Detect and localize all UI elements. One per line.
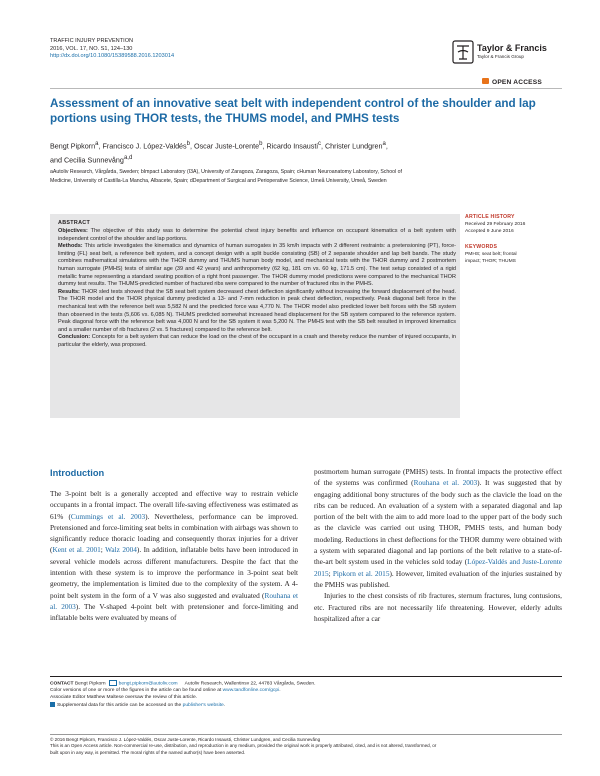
keywords-line: impact; THOR; THUMS [465, 259, 516, 265]
doi-link[interactable]: http://dx.doi.org/10.1080/15389588.2016.1203014 [50, 53, 175, 60]
abstract-results [58, 289, 456, 335]
abstract-box [50, 214, 460, 418]
author-affil-mark: a [95, 141, 99, 147]
body-text: postmortem human surrogate (PMHS) tests. In frontal impacts the protective effect of the systems was confirmed ( [314, 467, 562, 488]
abstract-label: Conclusion: [58, 334, 91, 341]
contact-email-link[interactable]: bengt.pipkorn@autoliv.com [118, 681, 178, 687]
journal-volume: 2016, VOL. 17, NO. S1, 124–130 [50, 45, 133, 52]
spacer [181, 681, 183, 685]
license-line: built upon in any way, is permitted. The moral rights of the named author(s) have been asserted. [50, 749, 246, 755]
author-list [50, 138, 520, 167]
contact-line [50, 680, 562, 687]
accepted-date: Accepted 9 June 2016 [465, 229, 514, 235]
keywords-heading: KEYWORDS [465, 243, 498, 250]
license-line: This is an Open Access article. Non-commercial re-use, distribution, and reproduction in any medium, provided the original work is properly attributed, cited, and is not altered, transformed, or [50, 743, 437, 749]
supplemental-icon [50, 702, 55, 707]
body-text: ; [100, 545, 106, 555]
author-name: and Cecilia Sunnevång [50, 155, 124, 165]
author-name: , Christer Lundgren [321, 141, 383, 151]
journal-header [50, 38, 174, 61]
body-text: ). It was suggested that by engaging additional bony structures of the body such as the clavicle the load on the ribs can be reduced. An evaluation of a system with a separated diagonal and lap portion of the belt with the aim to add more load to the upper part of the body such as the clavicle was carried out using THOR, PMHS tests, and human body modeling. Reductions in chest deflections for the THOR dummy were obtained with a system with separated diagonal and lap portions of the belt relative to a state-of-the-art belt system used in the vehicles sold today ( [314, 478, 562, 567]
open-access-label: OPEN ACCESS [492, 79, 542, 86]
open-lock-icon [482, 78, 489, 84]
citation-link[interactable]: López-Valdés and Juste-Lorente 2015 [314, 557, 562, 578]
affiliations [50, 168, 562, 185]
contact-label: CONTACT [50, 681, 74, 687]
keywords-line: PMHS; seat belt; frontal [465, 251, 517, 257]
copyright-line: © 2016 Bengt Pipkorn, Francisco J. López-Valdés, Oscar Juste-Lorente, Ricardo Insausti, Christer Lundgren, and Cecilia Sunnevång [50, 737, 321, 742]
abstract-text [58, 228, 456, 350]
journal-name: TRAFFIC INJURY PREVENTION [50, 38, 134, 44]
citation-link[interactable]: Rouhana et al. 2003 [413, 478, 478, 488]
body-text: ). However, limited evaluation of the injuries sustained by the PMHS was published. [314, 568, 562, 589]
contact-name: Bengt Pipkorn [74, 681, 106, 687]
citation-link[interactable]: Cummings et al. 2003 [70, 511, 146, 521]
publisher-name: Taylor & Francis [477, 43, 547, 53]
abstract-conclusion [58, 334, 456, 349]
received-date: Received 29 February 2016 [465, 222, 526, 228]
body-text: ; [328, 568, 333, 578]
color-note: Color versions of one or more of the figures in the article can be found online at www.tandfonline.com/gcpi. [50, 688, 281, 694]
body-text: The 3-point belt is a generally accepted and effective way to restrain vehicle occupants in a frontal impact. The overall life-saving effectiveness was estimated as 61% ( [50, 489, 298, 521]
article-history-heading: ARTICLE HISTORY [465, 214, 515, 220]
citation-link[interactable]: Pipkorn et al. 2015 [332, 568, 390, 578]
abstract-methods [58, 243, 456, 289]
abstract-paragraph: The objective of this study was to determine the potential chest injury benefits and influence on occupant kinematics of a belt system with independent control of the shoulder and lap portions. [58, 228, 456, 242]
abstract-label: Methods: [58, 243, 83, 250]
body-column-right [314, 466, 562, 624]
editor-note: Associate Editor Matthew Maltese oversaw the review of this article. [50, 695, 198, 701]
author-separator: , [385, 141, 388, 151]
publisher-group: Taylor & Francis Group [477, 54, 524, 59]
author-affil-mark: a,d [123, 155, 133, 162]
author-affil-mark: c [318, 141, 321, 147]
citation-link[interactable]: Walz 2004 [105, 545, 137, 555]
article-sidebar [465, 214, 565, 265]
footer-divider [50, 676, 562, 677]
abstract-paragraph: THOR sled tests showed that the SB seat belt system decreased chest deflection significantly without increasing the forward displacement of the head. The THOR model and the THOR physical dummy predicted a 13- and 7-mm reduction in peak chest deflection, respectively. Peak diagonal belt force in the mechanical test with the reference belt was 5,582 N and the predicted force was 4,770 N. The THOR model also predicted lower belt forces with the SB system than observed in the tests (5,606 vs. 6,085 N). THUMS predicted somewhat increased head displacement for the SB system compared to the reference system. Peak diagonal force with the reference belt was 4,000 N and for the SB system it was 5,200 N. The PMHS test with the SB belt resulted in improved kinematics and a smaller number of rib fractures (2 vs. 5 fractures) compared to the reference belt. [58, 288, 456, 333]
open-access-badge [482, 78, 542, 86]
color-figures-link[interactable]: www.tandfonline.com/gcpi [222, 688, 280, 694]
contact-address: Autoliv Research, Wallentinsv 22, 44783 Vårgårda, Sweden. [184, 681, 316, 687]
article-title: Assessment of an innovative seat belt with independent control of the shoulder and lap portions using THOR tests, the THUMS model, and PMHS tests [50, 97, 536, 125]
affiliation-line: aAutoliv Research, Vårgårda, Sweden; bImpact Laboratory (I3A), University of Zaragoza, Zaragoza, Spain; cHuman Neuroanatomy Laboratory, School of [50, 169, 402, 175]
copyright-divider [50, 734, 562, 735]
publisher-website-link[interactable]: publisher's website [182, 702, 224, 708]
supplemental-text: Supplemental data for this article can be accessed on the [57, 702, 183, 708]
abstract-objectives [58, 228, 456, 243]
taylor-francis-icon [452, 40, 474, 64]
author-name: , Ricardo Insausti [262, 141, 318, 151]
body-text: Injuries to the chest consists of rib fractures, sternum fractures, lung contusions, etc. Fractured ribs are not necessarily life threatening. However, elderly adults hospitalized after a car [314, 591, 562, 623]
article-footer [50, 680, 562, 709]
body-text: ). Nevertheless, performance can be improved. Pretensioned and force-limiting seat belts in combination with airbags was shown to significantly reduce thoracic loading and consequently thorax injuries for a driver ( [50, 511, 298, 555]
abstract-paragraph: This article investigates the kinematics and dynamics of human surrogates in 35 km/h impacts with 2 different restraints: a pretensioning (PT), force-limiting (FL) seat belt, a reference belt system, and a concept design with a split buckle consisting (SB) of 2 separate shoulder and lap belt bands. The study combines mathematical simulations with the THOR dummy and THUMS human body model, and mechanical tests with the THOR dummy and 2 postmortem human surrogate (PMHS) tests of similar age (39 and 42 years) and anthropometry (62 kg, 181 cm vs. 60 kg, 171.5 cm). The test setup consisted of a rigid metallic frame representing a standard seating position of a right front passenger. The THOR dummy model predictions were compared to the mechanical THOR dummy test results. The THUMS-predicted number of fractured ribs were compared to the number of fractured ribs in the PMHS. [58, 243, 456, 288]
supplemental-note: Supplemental data for this article can be accessed on the publisher's website. [50, 702, 562, 709]
author-affil-mark: b [186, 141, 190, 147]
abstract-paragraph: Concepts for a belt system that can reduce the load on the chest of the occupant in a crash and thereby reduce the number of injured occupants, in particular the elderly, was proposed. [58, 334, 456, 348]
affiliation-line: Medicine, University of Castilla-La Mancha, Albacete, Spain; dDepartment of Surgical and Perioperative Science, Umeå University, Umeå, Sweden [50, 177, 387, 184]
author-affil-mark: a [382, 141, 386, 147]
citation-link[interactable]: Rouhana et al. 2003 [50, 590, 299, 611]
color-note-text: Color versions of one or more of the figures in the article can be found online at [50, 688, 223, 694]
email-icon [109, 680, 117, 686]
author-name: , Francisco J. López-Valdés [98, 141, 187, 151]
body-text: ). In addition, inflatable belts have been introduced in several vehicle models across different manufacturers. Despite the fact that the intention with these system is to improve the performance in 3-point seat belt geometry, the implementation is limited due to the complexity of the system. A 4-point belt system in the form of a V was also suggested and evaluated ( [50, 545, 298, 600]
copyright-block [50, 737, 562, 756]
header-divider [50, 88, 562, 89]
abstract-label: Results: [58, 288, 80, 295]
publisher-logo [452, 40, 562, 66]
citation-link[interactable]: Kent et al. 2001 [52, 545, 101, 555]
author-name: , Oscar Juste-Lorente [190, 141, 260, 151]
section-heading-introduction: Introduction [50, 468, 105, 478]
body-column-left [50, 488, 298, 624]
author-affil-mark: b [259, 141, 263, 147]
abstract-label: Objectives: [58, 228, 88, 234]
body-text: ). The V-shaped 4-point belt with pretensioner and force-limiting and inflatable belts were evaluated by means of [50, 601, 298, 623]
author-name: Bengt Pipkorn [50, 141, 96, 151]
abstract-heading: ABSTRACT [58, 220, 91, 226]
